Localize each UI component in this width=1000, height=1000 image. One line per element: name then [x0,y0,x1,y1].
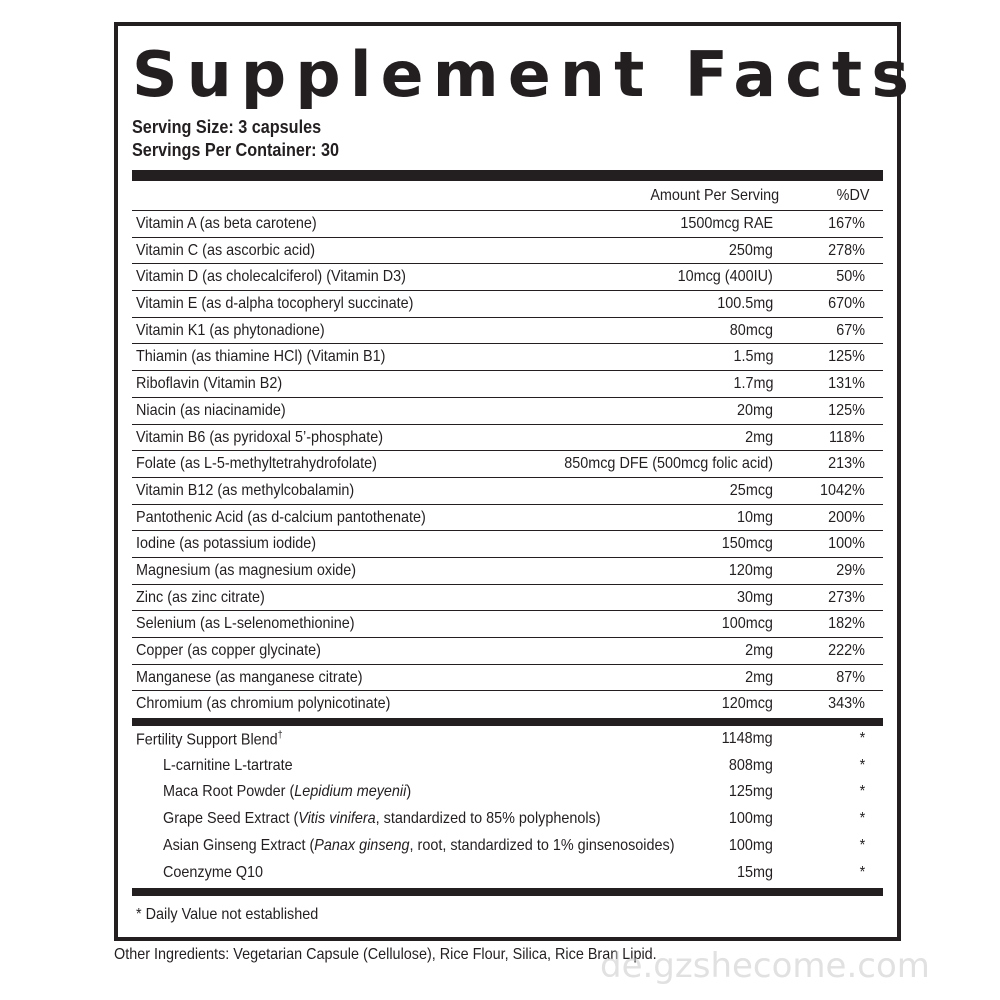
nutrient-dv: 1042% [820,481,865,499]
nutrient-row [132,611,883,638]
blend-item-dv: * [859,863,865,881]
nutrient-dv: 670% [828,295,865,313]
amount-header: Amount Per Serving [650,187,779,204]
blend-item-name: Asian Ginseng Extract (Panax ginseng, root, standardized to 1% ginsenosoides) [163,836,675,854]
nutrient-amount: 100mcg [721,615,773,633]
nutrient-row [132,451,883,478]
nutrient-name: Vitamin K1 (as phytonadione) [136,321,325,339]
dv-header: %DV [836,187,869,204]
nutrient-name: Riboflavin (Vitamin B2) [136,375,283,393]
nutrient-row [132,211,883,238]
nutrient-name: Folate (as L-5-methyltetrahydrofolate) [136,455,377,473]
blend-item-dv: * [859,783,865,801]
nutrient-row [132,691,883,718]
nutrient-amount: 1.5mg [732,348,773,366]
nutrient-row [132,505,883,532]
nutrient-dv: 200% [828,508,865,526]
blend-item-amount: 125mg [728,783,773,801]
nutrient-name: Pantothenic Acid (as d-calcium pantothenate) [136,508,426,526]
nutrient-amount: 20mg [736,401,773,419]
blend-item-row [132,806,883,833]
nutrient-row [132,425,883,452]
nutrient-amount: 120mg [728,561,773,579]
nutrient-amount: 120mcg [721,695,773,713]
nutrient-row [132,531,883,558]
nutrient-name: Copper (as copper glycinate) [136,642,321,659]
blend-name: Fertility Support Blend† [136,730,283,749]
footnote: * Daily Value not established [136,906,319,924]
blend-item-amount: 15mg [736,863,773,881]
blend-item-name: Coenzyme Q10 [163,863,264,881]
servings-per-container: Servings Per Container: 30 [132,140,340,160]
nutrient-row [132,264,883,291]
blend-item-name: Grape Seed Extract (Vitis vinifera, standardized to 85% polyphenols) [163,810,601,828]
nutrient-row [132,344,883,371]
nutrient-row [132,398,883,425]
nutrient-dv: 67% [836,321,865,339]
blend-item-row [132,833,883,860]
nutrient-amount: 150mcg [721,535,773,553]
nutrient-name: Vitamin B12 (as methylcobalamin) [136,481,355,499]
nutrient-row [132,371,883,398]
blend-item-amount: 100mg [728,836,773,854]
nutrient-name: Zinc (as zinc citrate) [136,588,265,606]
nutrient-row [132,238,883,265]
nutrient-name: Niacin (as niacinamide) [136,401,286,419]
nutrient-amount: 1.7mg [732,375,773,393]
nutrient-dv: 125% [828,348,865,366]
nutrient-name: Selenium (as L-selenomethionine) [136,615,355,633]
divider-thick [132,170,883,181]
blend-item-amount: 808mg [728,756,773,774]
nutrient-name: Vitamin A (as beta carotene) [136,215,317,232]
nutrient-dv: 29% [836,561,865,579]
nutrient-dv: 167% [828,215,865,232]
nutrient-name: Vitamin E (as d-alpha tocopheryl succinate) [136,295,414,313]
nutrient-amount: 850mcg DFE (500mcg folic acid) [564,455,773,473]
nutrient-dv: 182% [828,615,865,633]
nutrient-amount: 25mcg [729,481,773,499]
nutrient-dv: 213% [828,455,865,473]
nutrient-name: Thiamin (as thiamine HCl) (Vitamin B1) [136,348,386,366]
serving-size: Serving Size: 3 capsules [132,117,322,137]
nutrient-row [132,638,883,665]
blend-item-name: L-carnitine L-tartrate [163,756,293,774]
blend-list [132,726,883,886]
nutrient-dv: 87% [836,668,865,686]
nutrient-amount: 10mg [736,508,773,526]
blend-item-row [132,753,883,780]
nutrient-name: Manganese (as manganese citrate) [136,668,363,686]
blend-item-amount: 100mg [728,810,773,828]
nutrient-list [132,211,883,718]
nutrient-row [132,558,883,585]
blend-row [132,726,883,753]
nutrient-row [132,318,883,345]
column-header [132,181,883,211]
nutrient-amount: 10mcg (400IU) [677,268,773,286]
nutrient-amount: 80mcg [729,321,773,339]
nutrient-dv: 118% [829,428,865,446]
nutrient-name: Chromium (as chromium polynicotinate) [136,695,391,713]
nutrient-name: Magnesium (as magnesium oxide) [136,561,357,579]
nutrient-name: Vitamin D (as cholecalciferol) (Vitamin D3) [136,268,406,286]
blend-item-row [132,860,883,887]
nutrient-dv: 131% [828,375,865,393]
nutrient-amount: 100.5mg [716,295,773,313]
nutrient-amount: 250mg [728,241,773,259]
nutrient-dv: 273% [828,588,865,606]
blend-item-dv: * [859,756,865,774]
supplement-facts-panel [114,22,919,941]
nutrient-name: Iodine (as potassium iodide) [136,535,317,553]
watermark: de.gzshecome.com [600,946,930,986]
nutrient-row [132,585,883,612]
panel-title: Supplement Facts [132,38,919,111]
nutrient-name: Vitamin B6 (as pyridoxal 5’-phosphate) [136,428,384,446]
nutrient-dv: 343% [828,695,865,713]
other-ingredients: Other Ingredients: Vegetarian Capsule (Cellulose), Rice Flour, Silica, Rice Bran Lipid. [114,946,657,963]
nutrient-row [132,478,883,505]
nutrient-amount: 30mg [736,588,773,606]
divider-blend [132,718,883,726]
blend-amount: 1148mg [722,730,773,748]
nutrient-dv: 278% [828,241,865,259]
dagger-mark: † [277,730,283,742]
blend-dv: * [859,730,865,748]
nutrient-row [132,291,883,318]
nutrient-dv: 222% [828,642,865,659]
blend-item-name: Maca Root Powder (Lepidium meyenii) [163,783,412,801]
nutrient-amount: 2mg [744,428,773,446]
nutrient-amount: 1500mcg RAE [680,215,773,232]
blend-item-dv: * [859,836,865,854]
nutrient-name: Vitamin C (as ascorbic acid) [136,241,316,259]
nutrient-dv: 125% [828,401,865,419]
divider-bottom [132,888,883,896]
nutrient-amount: 2mg [744,642,773,659]
blend-item-dv: * [859,810,865,828]
nutrient-dv: 100% [828,535,865,553]
nutrient-amount: 2mg [744,668,773,686]
nutrient-row [132,665,883,692]
nutrient-dv: 50% [836,268,865,286]
blend-item-row [132,779,883,806]
